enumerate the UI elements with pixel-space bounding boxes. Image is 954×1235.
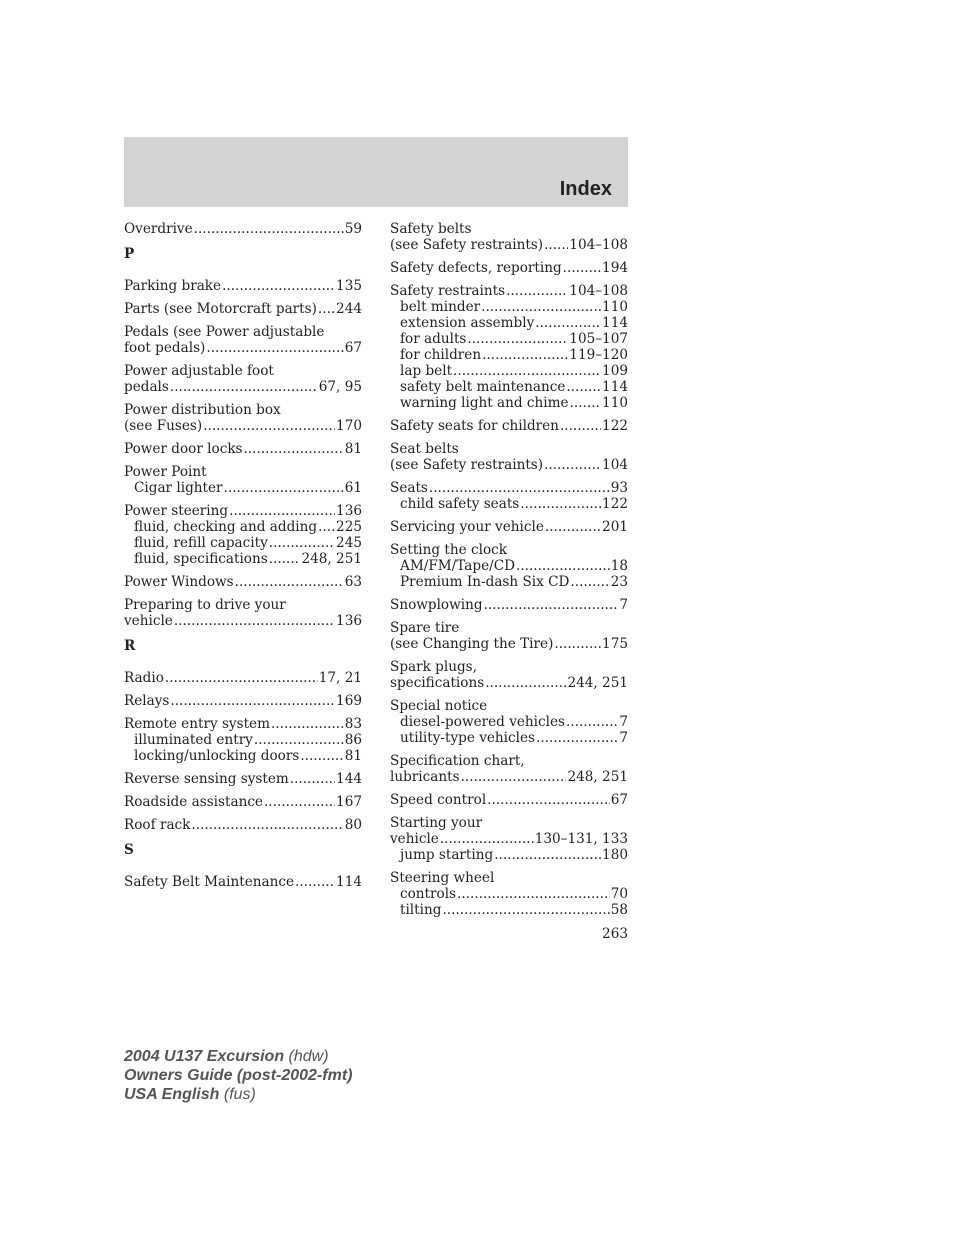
index-entry (390, 815, 628, 863)
entry-label: fluid, refill capacity (134, 535, 268, 551)
entry-page-ref: 110 (602, 299, 628, 315)
index-entry-line (124, 503, 362, 519)
entry-label: vehicle (124, 613, 173, 629)
index-entry-line (124, 693, 362, 709)
index-subentry-line (390, 379, 628, 395)
index-subentry-line (390, 363, 628, 379)
entry-page-ref: 7 (619, 730, 628, 746)
index-subentry-line (390, 714, 628, 730)
index-entry-line (390, 480, 628, 496)
entry-label: Power door locks (124, 441, 243, 457)
entry-page-ref: 175 (602, 636, 628, 652)
index-entry-line (390, 753, 628, 769)
dot-leader (563, 260, 601, 276)
entry-page-ref: 169 (336, 693, 362, 709)
index-entry-line (390, 698, 628, 714)
index-entry (124, 221, 362, 237)
entry-page-ref: 58 (610, 902, 628, 918)
entry-label: Spark plugs, (390, 659, 477, 675)
index-entry (124, 794, 362, 810)
dot-leader (300, 748, 343, 764)
entry-label: Spare tire (390, 620, 460, 636)
dot-leader (566, 714, 618, 730)
index-entry-line (390, 792, 628, 808)
dot-leader (487, 792, 610, 808)
index-entry-line (390, 237, 628, 253)
footer-line-3 (124, 1085, 352, 1104)
index-subentry-line (124, 480, 362, 496)
entry-label: vehicle (390, 831, 439, 847)
index-entry-line (124, 340, 362, 356)
dot-leader (264, 794, 335, 810)
dot-leader (191, 817, 343, 833)
entry-page-ref: 122 (602, 418, 628, 434)
dot-leader (461, 769, 567, 785)
dot-leader (224, 480, 344, 496)
entry-label: Steering wheel (390, 870, 495, 886)
index-subentry-line (390, 331, 628, 347)
index-entry-line (390, 441, 628, 457)
dot-leader (203, 418, 335, 434)
index-entry (390, 753, 628, 785)
entry-label: Safety seats for children (390, 418, 559, 434)
entry-label: Premium In-dash Six CD (400, 574, 570, 590)
index-entry-line (390, 870, 628, 886)
entry-page-ref: 104 (602, 457, 628, 473)
index-entry (124, 363, 362, 395)
entry-page-ref: 105–107 (569, 331, 628, 347)
index-entry (390, 480, 628, 512)
entry-page-ref: 81 (344, 748, 362, 764)
dot-leader (222, 278, 335, 294)
entry-page-ref: 167 (336, 794, 362, 810)
entry-page-ref: 248, 251 (567, 769, 628, 785)
dot-leader (494, 847, 601, 863)
entry-label: belt minder (400, 299, 481, 315)
entry-page-ref: 63 (344, 574, 362, 590)
entry-label: tilting (400, 902, 442, 918)
index-entry (124, 441, 362, 457)
dot-leader (545, 519, 601, 535)
dot-leader (170, 379, 318, 395)
index-entry-line (124, 221, 362, 237)
entry-label: Speed control (390, 792, 487, 808)
index-entry-line (124, 464, 362, 480)
entry-label: Safety restraints (390, 283, 506, 299)
entry-label: Starting your (390, 815, 483, 831)
entry-page-ref: 114 (602, 379, 628, 395)
footer-model: 2004 U137 Excursion (124, 1048, 285, 1065)
index-entry-line (124, 716, 362, 732)
index-subentry-line (390, 315, 628, 331)
entry-page-ref: 201 (602, 519, 628, 535)
entry-page-ref: 104–108 (569, 283, 628, 299)
dot-leader (442, 902, 609, 918)
entry-label: Safety defects, reporting (390, 260, 562, 276)
dot-leader (544, 457, 601, 473)
index-subentry-line (124, 732, 362, 748)
index-entry (124, 278, 362, 294)
entry-page-ref: 70 (610, 886, 628, 902)
index-entry (124, 693, 362, 709)
footer-model-code: (hdw) (284, 1048, 329, 1065)
index-entry-line (390, 283, 628, 299)
index-entry-line (124, 597, 362, 613)
entry-page-ref: 7 (619, 714, 628, 730)
index-letter-heading: R (124, 638, 136, 654)
entry-page-ref: 86 (344, 732, 362, 748)
index-entry (124, 874, 362, 890)
index-subentry-line (390, 847, 628, 863)
entry-page-ref: 61 (344, 480, 362, 496)
entry-label: for adults (400, 331, 467, 347)
entry-label: Power steering (124, 503, 229, 519)
index-entry-line (390, 597, 628, 613)
entry-page-ref: 104–108 (569, 237, 628, 253)
page-title: Index (559, 178, 612, 200)
index-entry (124, 301, 362, 317)
entry-page-ref: 225 (336, 519, 362, 535)
dot-leader (457, 886, 610, 902)
dot-leader (516, 558, 610, 574)
dot-leader (566, 379, 601, 395)
entry-label: Radio (124, 670, 164, 686)
index-entry-line (390, 418, 628, 434)
entry-page-ref: 83 (344, 716, 362, 732)
entry-page-ref: 130–131, 133 (534, 831, 628, 847)
entry-label: Relays (124, 693, 170, 709)
index-entry-line (390, 221, 628, 237)
index-entry-line (124, 278, 362, 294)
index-entry-line (124, 379, 362, 395)
entry-label: lap belt (400, 363, 453, 379)
index-entry (390, 659, 628, 691)
entry-page-ref: 180 (602, 847, 628, 863)
dot-leader (271, 716, 344, 732)
index-entry (390, 698, 628, 746)
dot-leader (170, 693, 335, 709)
entry-label: Seat belts (390, 441, 459, 457)
entry-page-ref: 194 (602, 260, 628, 276)
index-entry (390, 418, 628, 434)
entry-label: Roadside assistance (124, 794, 263, 810)
index-subentry-line (124, 748, 362, 764)
entry-label: Snowplowing (390, 597, 483, 613)
entry-label: Parking brake (124, 278, 222, 294)
entry-page-ref: 67 (344, 340, 362, 356)
dot-leader (440, 831, 534, 847)
index-subentry-line (124, 519, 362, 535)
index-entry (390, 260, 628, 276)
index-column-left (124, 221, 362, 897)
entry-page-ref: 18 (610, 558, 628, 574)
entry-label: Parts (see Motorcraft parts) (124, 301, 317, 317)
entry-label: Servicing your vehicle (390, 519, 544, 535)
entry-label: illuminated entry (134, 732, 253, 748)
dot-leader (453, 363, 601, 379)
index-entry (390, 519, 628, 535)
entry-label: warning light and chime (400, 395, 569, 411)
entry-label: pedals (124, 379, 169, 395)
index-entry (124, 503, 362, 567)
index-entry-line (390, 457, 628, 473)
dot-leader (290, 771, 335, 787)
entry-label: diesel-powered vehicles (400, 714, 565, 730)
entry-page-ref: 248, 251 (301, 551, 362, 567)
entry-page-ref: 110 (602, 395, 628, 411)
index-entry (124, 597, 362, 629)
index-entry-line (124, 574, 362, 590)
index-entry (124, 670, 362, 686)
footer-line-2 (124, 1066, 352, 1085)
entry-label: Seats (390, 480, 428, 496)
index-entry-line (390, 815, 628, 831)
entry-label: foot pedals) (124, 340, 206, 356)
page-number: 263 (602, 926, 628, 942)
dot-leader (235, 574, 344, 590)
dot-leader (165, 670, 318, 686)
index-entry-line (390, 620, 628, 636)
index-entry (390, 620, 628, 652)
entry-page-ref: 244 (336, 301, 362, 317)
dot-leader (536, 730, 618, 746)
dot-leader (194, 221, 344, 237)
dot-leader (570, 395, 601, 411)
footer-language-code: (fus) (219, 1086, 256, 1103)
dot-leader (482, 347, 568, 363)
index-entry-line (124, 418, 362, 434)
entry-label: (see Safety restraints) (390, 237, 544, 253)
entry-label: fluid, specifications (134, 551, 268, 567)
dot-leader (295, 874, 335, 890)
dot-leader (467, 331, 568, 347)
entry-label: utility-type vehicles (400, 730, 536, 746)
entry-label: locking/unlocking doors (134, 748, 300, 764)
entry-label: Remote entry system (124, 716, 270, 732)
index-entry (124, 716, 362, 764)
entry-page-ref: 244, 251 (567, 675, 628, 691)
entry-label: Special notice (390, 698, 488, 714)
entry-label: fluid, checking and adding (134, 519, 318, 535)
entry-page-ref: 17, 21 (318, 670, 362, 686)
index-subentry-line (390, 299, 628, 315)
dot-leader (560, 418, 601, 434)
index-entry (124, 324, 362, 356)
index-entry (124, 402, 362, 434)
entry-page-ref: 7 (619, 597, 628, 613)
header-band (124, 137, 628, 207)
entry-label: Power adjustable foot (124, 363, 274, 379)
entry-page-ref: 93 (610, 480, 628, 496)
entry-page-ref: 67, 95 (318, 379, 362, 395)
index-entry-line (390, 260, 628, 276)
index-entry (390, 221, 628, 253)
dot-leader (318, 519, 335, 535)
dot-leader (174, 613, 335, 629)
index-entry-line (124, 613, 362, 629)
dot-leader (229, 503, 335, 519)
index-entry (390, 283, 628, 411)
index-subentry-line (390, 902, 628, 918)
entry-label: Specification chart, (390, 753, 525, 769)
entry-label: specifications (390, 675, 485, 691)
dot-leader (535, 315, 601, 331)
index-column-right (390, 221, 628, 925)
dot-leader (485, 675, 566, 691)
entry-label: (see Changing the Tire) (390, 636, 554, 652)
index-subentry-line (124, 551, 362, 567)
index-entry (390, 597, 628, 613)
index-subentry-line (390, 886, 628, 902)
index-entry-line (390, 675, 628, 691)
entry-page-ref: 122 (602, 496, 628, 512)
entry-label: AM/FM/Tape/CD (400, 558, 515, 574)
index-entry (390, 542, 628, 590)
entry-page-ref: 81 (344, 441, 362, 457)
entry-page-ref: 136 (336, 503, 362, 519)
index-entry (124, 771, 362, 787)
index-entry-line (124, 670, 362, 686)
index-letter-heading: S (124, 842, 134, 858)
dot-leader (554, 636, 601, 652)
index-entry-line (390, 542, 628, 558)
dot-leader (484, 597, 619, 613)
entry-label: Power Point (124, 464, 207, 480)
entry-page-ref: 59 (344, 221, 362, 237)
index-subentry-line (390, 347, 628, 363)
entry-label: Cigar lighter (134, 480, 223, 496)
entry-label: Roof rack (124, 817, 191, 833)
footer-line-1 (124, 1047, 352, 1066)
dot-leader (254, 732, 344, 748)
index-entry-line (390, 831, 628, 847)
entry-page-ref: 144 (336, 771, 362, 787)
entry-page-ref: 23 (610, 574, 628, 590)
index-entry-line (124, 402, 362, 418)
index-entry (124, 464, 362, 496)
entry-label: Reverse sensing system (124, 771, 289, 787)
entry-label: Safety Belt Maintenance (124, 874, 295, 890)
entry-page-ref: 67 (610, 792, 628, 808)
index-entry-line (124, 441, 362, 457)
entry-page-ref: 109 (602, 363, 628, 379)
index-entry-line (124, 301, 362, 317)
index-subentry-line (390, 395, 628, 411)
entry-label: safety belt maintenance (400, 379, 566, 395)
entry-label: extension assembly (400, 315, 535, 331)
footer-guide: Owners Guide (post-2002-fmt) (124, 1067, 353, 1084)
entry-label: (see Fuses) (124, 418, 203, 434)
entry-label: Safety belts (390, 221, 472, 237)
index-entry (390, 441, 628, 473)
entry-label: child safety seats (400, 496, 520, 512)
entry-page-ref: 170 (336, 418, 362, 434)
index-entry (124, 574, 362, 590)
dot-leader (318, 301, 335, 317)
index-entry (124, 817, 362, 833)
dot-leader (570, 574, 609, 590)
dot-leader (544, 237, 568, 253)
index-entry-line (390, 519, 628, 535)
footer-language: USA English (124, 1086, 220, 1103)
dot-leader (244, 441, 344, 457)
index-subentry-line (390, 558, 628, 574)
index-entry-line (124, 363, 362, 379)
entry-page-ref: 114 (602, 315, 628, 331)
index-subentry-line (390, 496, 628, 512)
index-entry-line (124, 874, 362, 890)
dot-leader (506, 283, 568, 299)
entry-page-ref: 245 (336, 535, 362, 551)
entry-label: for children (400, 347, 482, 363)
index-subentry-line (124, 535, 362, 551)
entry-page-ref: 136 (336, 613, 362, 629)
index-entry-line (390, 636, 628, 652)
dot-leader (206, 340, 343, 356)
entry-page-ref: 114 (336, 874, 362, 890)
index-entry-line (390, 769, 628, 785)
entry-label: Setting the clock (390, 542, 507, 558)
entry-label: Pedals (see Power adjustable (124, 324, 325, 340)
dot-leader (269, 551, 301, 567)
entry-label: Overdrive (124, 221, 193, 237)
dot-leader (429, 480, 610, 496)
entry-page-ref: 135 (336, 278, 362, 294)
dot-leader (520, 496, 601, 512)
index-entry-line (124, 817, 362, 833)
document-footer (124, 1047, 352, 1104)
index-entry (390, 870, 628, 918)
entry-label: Power Windows (124, 574, 234, 590)
index-subentry-line (390, 574, 628, 590)
entry-page-ref: 80 (344, 817, 362, 833)
entry-label: Preparing to drive your (124, 597, 286, 613)
entry-page-ref: 119–120 (569, 347, 628, 363)
index-entry-line (390, 659, 628, 675)
entry-label: Power distribution box (124, 402, 281, 418)
index-entry (390, 792, 628, 808)
index-subentry-line (390, 730, 628, 746)
entry-label: lubricants (390, 769, 460, 785)
entry-label: (see Safety restraints) (390, 457, 544, 473)
index-letter-heading: P (124, 246, 135, 262)
index-entry-line (124, 794, 362, 810)
index-entry-line (124, 324, 362, 340)
entry-label: jump starting (400, 847, 494, 863)
dot-leader (481, 299, 601, 315)
entry-label: controls (400, 886, 457, 902)
index-entry-line (124, 771, 362, 787)
dot-leader (269, 535, 335, 551)
